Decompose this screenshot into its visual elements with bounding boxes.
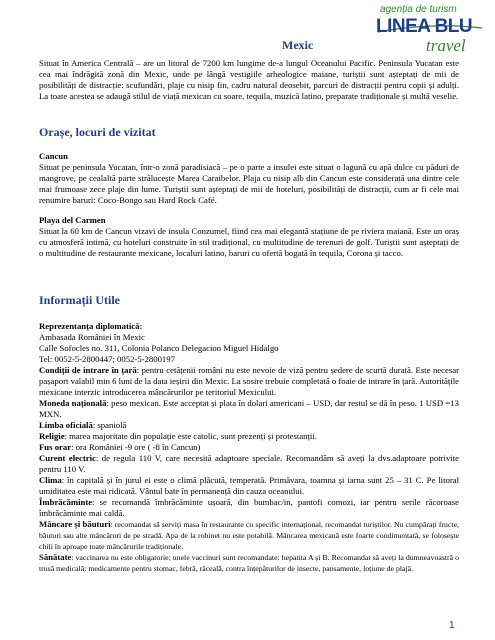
- info-item-text: : pentru cetățenii români nu este nevoie de viză pentru ședere de scurtă durată. Este necesar pașaport valabil min 6 luni de la data ieșirii din Mexic. La sosire trebuie completată o foaie de intrare în țară. Autoritățile mexicane interzic introducerea mâncărurilor pe teritoriul Mexicului.: [39, 365, 459, 397]
- cancun-block: [39, 151, 459, 206]
- info-item: [39, 552, 459, 574]
- cancun-title: Cancun: [39, 151, 68, 161]
- info-item-label: Fus orar: [39, 442, 72, 452]
- rep-lines: [39, 332, 459, 365]
- info-item-text: : ora României -9 ore ( -8 în Cancun): [71, 442, 201, 452]
- info-item: [39, 519, 459, 552]
- intro-text: Situat în America Centrală – are un litoral de 7200 km lungime de-a lungul Oceanului Pacific. Peninsula Yucatan este cea mai îndrăgită zonă din Mexic, unde pe lângă vestigiile arheologice maiane, turiștii sunt așteptați de mii de posibilități de distracție: scufundări, plaje cu nisip fin, cadru natural deosebit, parcuri de distracții pentru copii și adulți. La toate acestea se adaugă stilul de viață mexican cu soare, tequila, muzică latino, preparate tradiționale și multă veselie.: [39, 58, 459, 101]
- logo-sub: travel: [426, 36, 466, 55]
- info-item: [39, 497, 459, 519]
- page-number: 1: [449, 620, 455, 631]
- playa-text: Situat la 60 km de Cancun vizavi de insula Conzumel, fiind cea mai elegantă stațiune de pe riviera maiană. Este un oraș cu atmosferă intimă, cu hoteluri construite în stil tradițional, cu multitudine de terenuri de golf. Turiștii sunt așteptați de o multitudine de restaurante mexicane, localuri latino, baruri cu ofertă bogată în tequila, Corona și tacco.: [39, 226, 459, 258]
- info-item: [39, 442, 459, 453]
- logo-brand: LINEA BLU: [376, 16, 473, 37]
- section-heading-info: Informații Utile: [39, 293, 120, 307]
- info-item-label: Sănătate: [39, 552, 72, 562]
- playa-block: [39, 215, 459, 259]
- info-item: [39, 365, 459, 398]
- info-item-text: : în capitală și în jurul ei este o climă plăcută, temperată. Primăvara, toamna și iarna sunt 25 – 31 C. Pe litoral umiditatea este mai ridicată. Vântul bate în permanență din cauza oceanului.: [39, 475, 459, 496]
- info-item-label: Mâncare și băuturi: [39, 519, 111, 529]
- rep-colon: :: [139, 321, 143, 331]
- logo-tagline: agenția de turism: [380, 4, 457, 15]
- rep-title: Reprezentanța diplomatică: [39, 321, 140, 331]
- info-item: [39, 431, 459, 442]
- rep-line: Ambasada României în Mexic: [39, 332, 145, 342]
- info-item-text: : vaccinarea nu este obligatorie; unele vaccinuri sunt recomandate: hepatita A și B. Recomandat să aveți la dumneavoastră o trusă medicală: medicamente pentru stomac, febră, răceală, contra înțepăturilor de insecte, pansamente, loțiune de plajă.: [39, 553, 459, 573]
- cancun-text: Situat pe peninsula Yucatan, într-o zonă paradisiacă – pe o parte a insulei este situat o lagună cu apă dulce cu păduri de mangrove, pe cealaltă parte strălucește Marea Caraibelor. Plaja cu nisip alb din Cancun este considerată una dintre cele mai frumoase zece plaje din lume. Turiștii sunt așteptați de mii de hoteluri, posibilități de distracții, cum ar fi cele mai renumire baruri: Coco-Bongo sau Hard Rock Café.: [39, 162, 459, 205]
- info-item-text: : peso mexican. Este acceptat și plata în dolari americani – USD, dar restul se dă în peso. 1 USD =13 MXN.: [39, 398, 459, 419]
- info-block: [39, 321, 459, 574]
- info-item-text: : se recomandă îmbrăcăminte ușoară, din bumbac/in, pantofi comozi, iar pentru serile răcoroase îmbrăcăminte mai caldă.: [39, 497, 459, 518]
- info-item-label: Limba oficială: [39, 420, 93, 430]
- info-item-label: Condiții de intrare în țară: [39, 365, 137, 375]
- info-item-text: : marea majoritate din populație este catolic, sunt prezenți și protestanții.: [64, 431, 317, 441]
- agency-logo: [372, 2, 487, 64]
- rep-line: Calle Sofocles no. 311, Colonia Polanco Delegacion Miguel Hidalgo: [39, 343, 279, 353]
- rep-title-line: [39, 321, 459, 332]
- info-item-label: Clima: [39, 475, 62, 485]
- info-item: [39, 453, 459, 475]
- info-item-text: : de regula 110 V, care necesită adaptoare speciale. Recomandăm să aveți la dvs.adaptoare potrivite pentru 110 V.: [39, 453, 459, 474]
- info-item: [39, 398, 459, 420]
- rep-line: Tel: 0052-5-2800447; 0052-5-2800197: [39, 354, 175, 364]
- playa-title: Playa del Carmen: [39, 215, 106, 225]
- info-item-text: : recomandat să serviți masa în restaurante cu specific internațional, recomandat turiștilor. Nu cumpărați fructe, băuturi sau alte mâncăruri de pe stradă. Apa de la robinet nu este potabilă. Mâncarea mexicană este foarte condimentată, se folosește chili în aproape toate mâncărurile tradiționale.: [39, 520, 459, 551]
- info-items: [39, 365, 459, 574]
- section-heading-places: Orașe, locuri de vizitat: [39, 125, 156, 139]
- info-item-label: Îmbrăcăminte: [39, 497, 93, 507]
- info-item: [39, 475, 459, 497]
- page-title: Mexic: [282, 38, 314, 52]
- info-item-label: Curent electric: [39, 453, 96, 463]
- intro-paragraph: [39, 58, 459, 102]
- info-item: [39, 420, 459, 431]
- info-item-label: Moneda națională: [39, 398, 107, 408]
- info-item-label: Religie: [39, 431, 65, 441]
- info-item-text: : spaniolă: [92, 420, 127, 430]
